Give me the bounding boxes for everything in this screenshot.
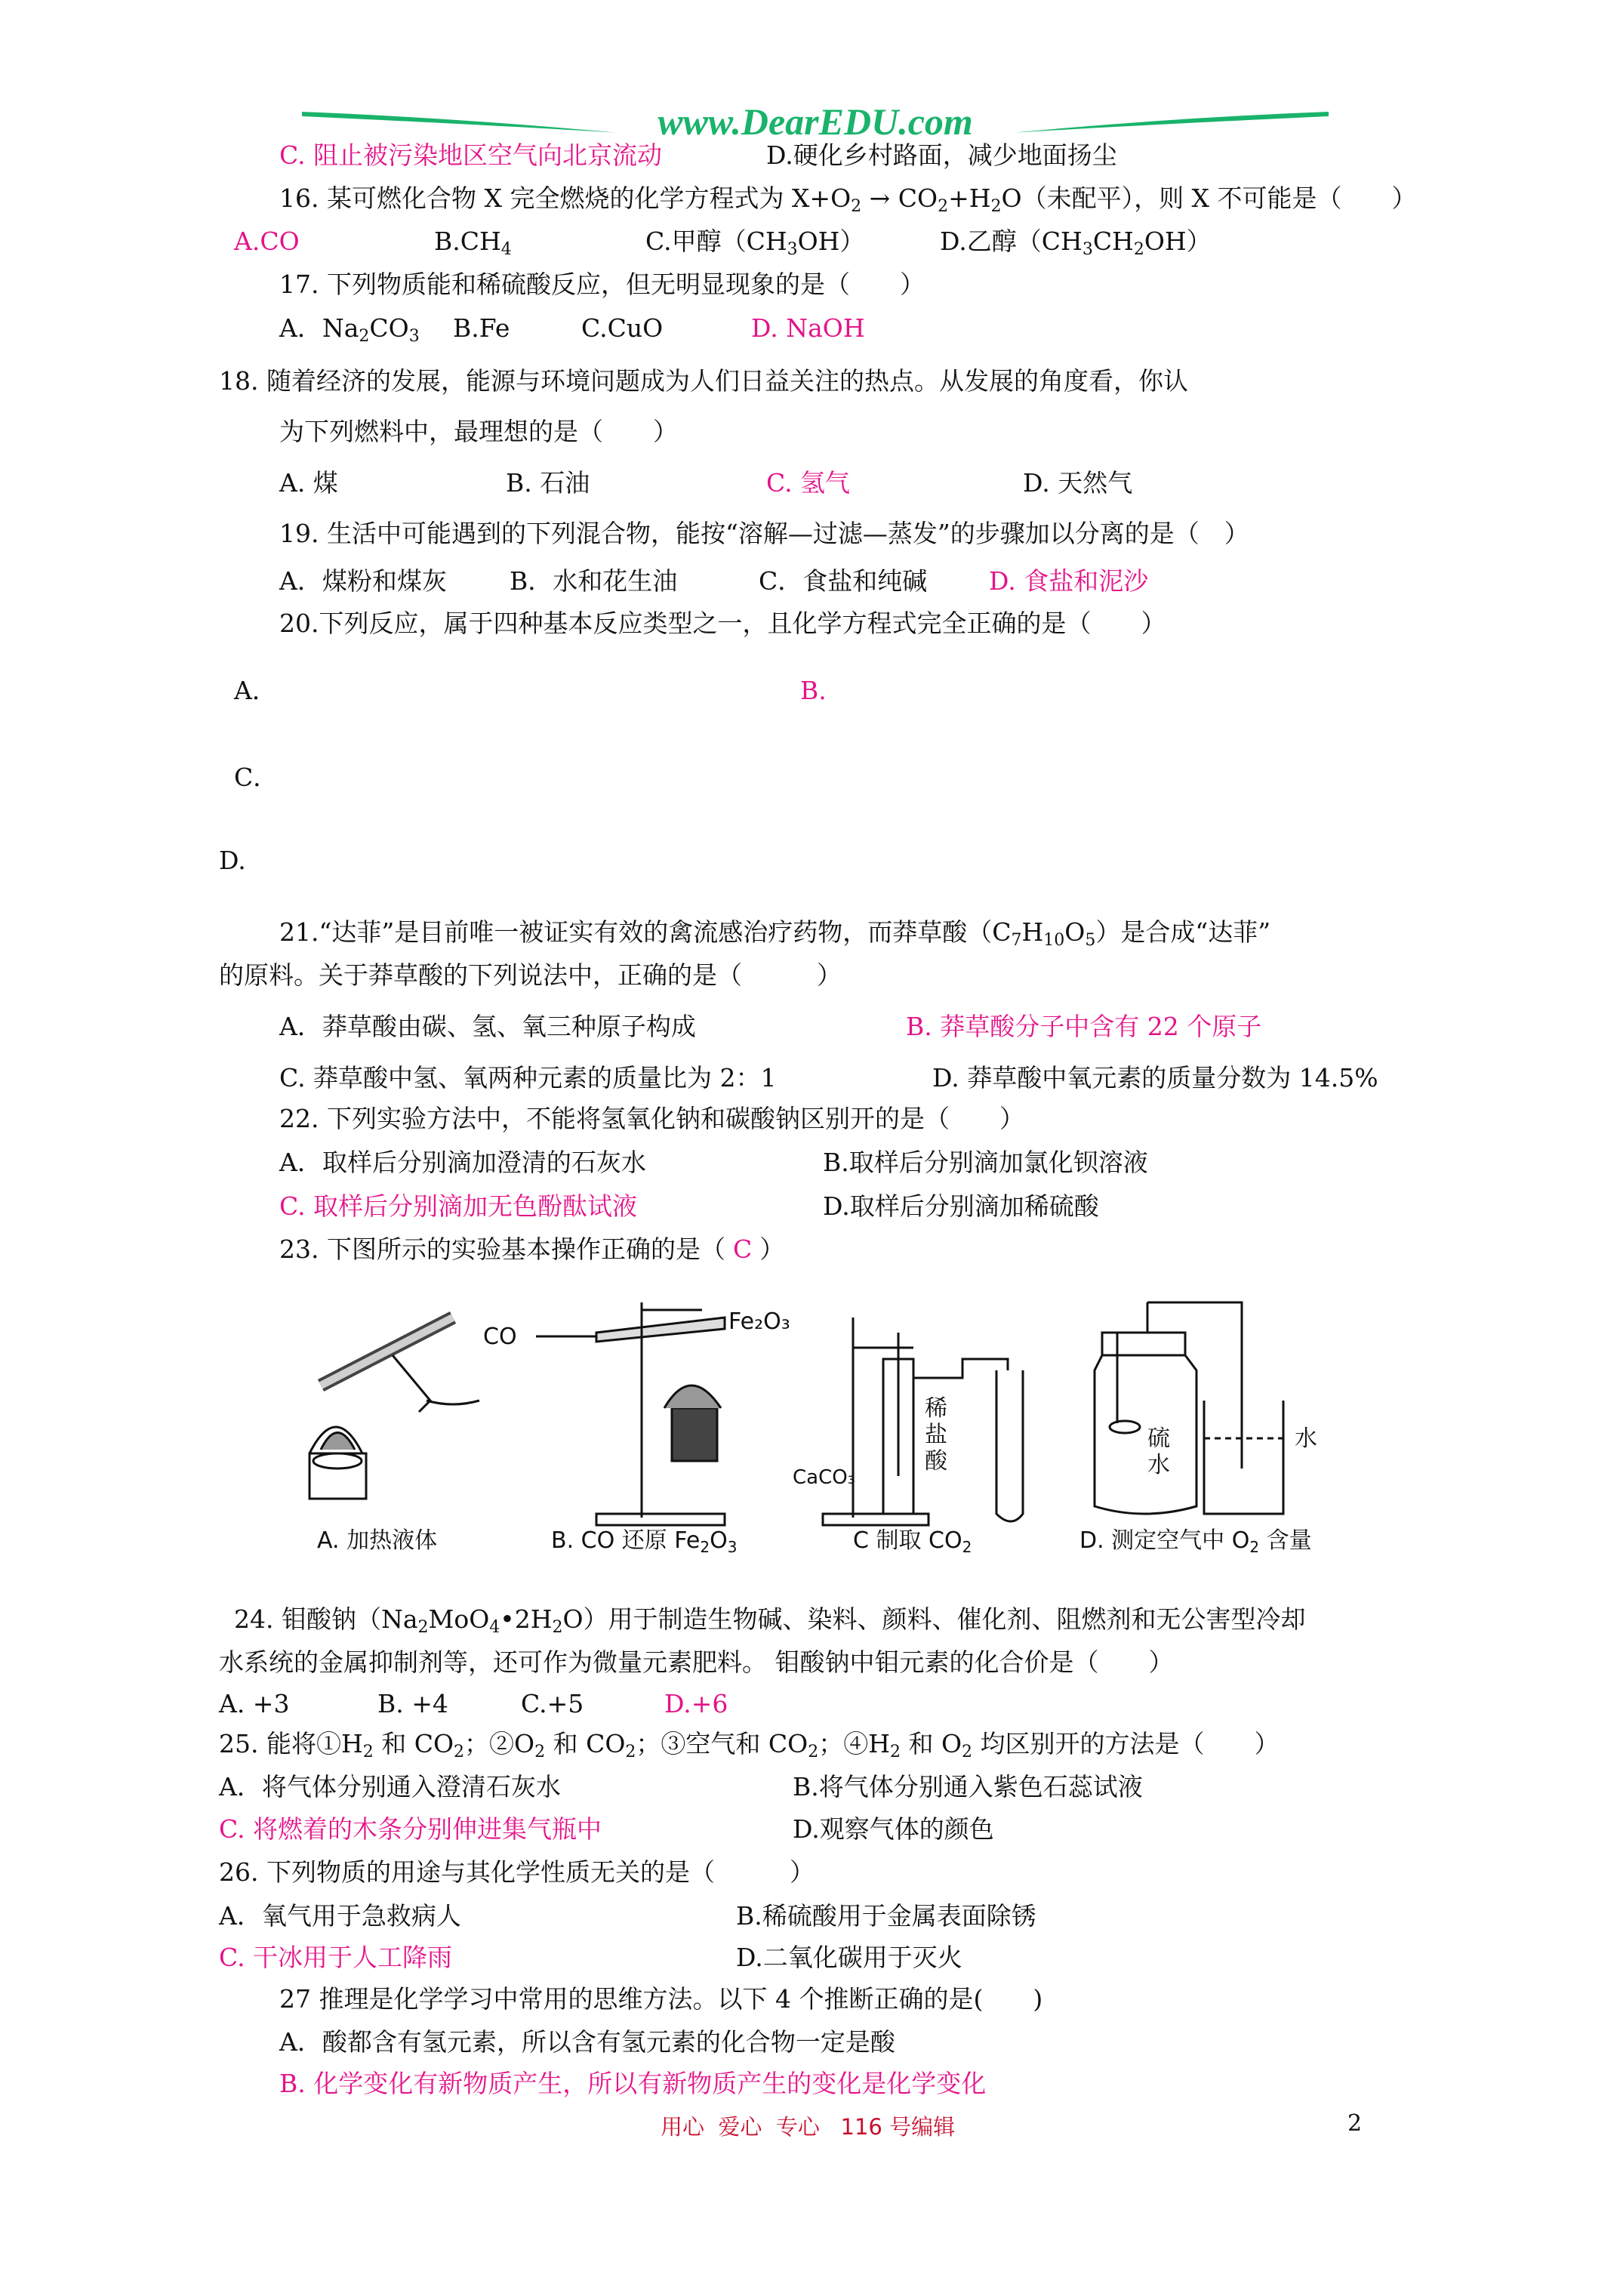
q25-option-d: D.观察气体的颜色: [793, 1814, 994, 1844]
q25-option-b: B.将气体分别通入紫色石蕊试液: [793, 1772, 1143, 1801]
fig-b-apparatus: [536, 1302, 725, 1525]
q21-option-c: C. 莽草酸中氢、氧两种元素的质量比为 2：1: [279, 1063, 777, 1093]
q23-stem: 23. 下图所示的实验基本操作正确的是（ C ）: [279, 1234, 785, 1264]
fig-label-c: C 制取 $CO_2$: [853, 1527, 972, 1556]
footer-text: 用心 爱心 专心 116 号编辑: [661, 2114, 956, 2140]
q20-option-d: D.: [219, 846, 246, 875]
q19-option-c: C．食盐和纯碱: [759, 566, 928, 596]
q16-option-a: A.CO: [234, 227, 300, 256]
q20-option-c: C．: [234, 763, 279, 792]
q18-option-c: C. 氢气: [766, 468, 851, 498]
q26-option-b: B.稀硫酸用于金属表面除锈: [736, 1901, 1036, 1931]
q24-option-a: A. +3: [219, 1689, 290, 1718]
q16-option-d: D.乙醇$(CH_3CH_2OH)$: [940, 227, 1212, 259]
fig-tag-acid1: 稀: [925, 1395, 947, 1422]
q24-option-d: D.+6: [664, 1689, 728, 1718]
q17-option-b: B.Fe: [453, 313, 510, 343]
q21-option-d: D. 莽草酸中氧元素的质量分数为 14.5%: [932, 1063, 1378, 1093]
fig-tag-fe2o3: Fe₂O₃: [728, 1308, 790, 1335]
q26-option-d: D.二氧化碳用于灭火: [736, 1943, 962, 1972]
q22-option-b: B.取样后分别滴加氯化钡溶液: [823, 1148, 1148, 1177]
q20-stem: 20.下列反应，属于四种基本反应类型之一，且化学方程式完全正确的是（ ）: [279, 609, 1166, 638]
q17-option-c: C.CuO: [581, 313, 664, 343]
fig-label-d: D. 测定空气中 $O_2$ 含量: [1079, 1527, 1312, 1556]
q15-option-c: C. 阻止被污染地区空气向北京流动: [279, 140, 663, 170]
q18-option-a: A. 煤: [279, 468, 338, 498]
fig-tag-caco3: CaCO₃: [793, 1466, 856, 1489]
q25-stem: 25. 能将$①H_2$ 和 $CO_2$；$②O_2$ 和 $CO_2$；③空气和 $CO_2$；$④H_2$ 和 $O_2$ 均区别开的方法是（ ）: [219, 1729, 1280, 1761]
q18-option-b: B. 石油: [506, 468, 590, 498]
page-number: 2: [1347, 2110, 1363, 2137]
q16-option-b: $B.CH_4$: [434, 227, 512, 259]
q18-stem-line1: 18. 随着经济的发展，能源与环境问题成为人们日益关注的热点。从发展的角度看，你认: [219, 366, 1188, 396]
fig-tag-acid3: 酸: [925, 1448, 947, 1475]
q24-option-c: C.+5: [521, 1689, 584, 1718]
q18-stem-line2: 为下列燃料中，最理想的是（ ）: [279, 417, 678, 446]
q19-option-d: D. 食盐和泥沙: [989, 566, 1149, 596]
q21-option-b: B. 莽草酸分子中含有 22 个原子: [906, 1012, 1262, 1041]
q27-option-a: A．酸都含有氢元素，所以含有氢元素的化合物一定是酸: [279, 2027, 895, 2057]
q18-option-d: D. 天然气: [1023, 468, 1133, 498]
q16-option-c: C.甲醇$(CH_3OH)$: [645, 227, 865, 259]
q24-stem-line2: 水系统的金属抑制剂等，还可作为微量元素肥料。 钼酸钠中钼元素的化合价是（ ）: [219, 1647, 1174, 1677]
fig-a-apparatus: [310, 1318, 479, 1499]
q20-option-b: B.: [800, 676, 827, 705]
q22-option-a: A．取样后分别滴加澄清的石灰水: [279, 1148, 646, 1177]
q15-option-d: D.硬化乡村路面，减少地面扬尘: [766, 140, 1117, 170]
q25-option-a: A．将气体分别通入澄清石灰水: [219, 1772, 561, 1801]
q19-stem: 19. 生活中可能遇到的下列混合物，能按“溶解—过滤—蒸发”的步骤加以分离的是（ ）: [279, 519, 1249, 548]
q26-stem: 26. 下列物质的用途与其化学性质无关的是（ ）: [219, 1857, 815, 1887]
q26-option-a: A．氧气用于急救病人: [219, 1901, 461, 1931]
fig-d-apparatus: [1095, 1302, 1283, 1514]
fig-tag-water: 水: [1295, 1425, 1317, 1452]
fig-label-a: A. 加热液体: [317, 1527, 438, 1554]
fig-c-apparatus: [823, 1318, 1023, 1525]
q21-option-a: A．莽草酸由碳、氢、氧三种原子构成: [279, 1012, 696, 1041]
q22-option-c: C. 取样后分别滴加无色酚酞试液: [279, 1191, 638, 1221]
site-logo-text: www.DearEDU.com: [658, 100, 973, 143]
q25-option-c: C. 将燃着的木条分别伸进集气瓶中: [219, 1814, 602, 1844]
q23-answer: C: [732, 1234, 753, 1264]
q26-option-c: C. 干冰用于人工降雨: [219, 1943, 453, 1972]
q21-stem-line1: 21.“达菲”是目前唯一被证实有效的禽流感治疗药物，而莽草酸$(C_7H_{10}O_5)$是合成“达菲”: [279, 917, 1271, 950]
q17-option-d: D. NaOH: [751, 313, 865, 343]
q27-option-b: B. 化学变化有新物质产生，所以有新物质产生的变化是化学变化: [279, 2069, 987, 2098]
q24-stem-line1: 24. 钼酸钠$(Na_2MoO_4•2H_2O)$用于制造生物碱、染料、颜料、催化剂、阻燃剂和无公害型冷却: [234, 1604, 1306, 1637]
banner-swoosh-right: [1012, 112, 1329, 133]
q22-option-d: D.取样后分别滴加稀硫酸: [823, 1191, 1099, 1221]
q19-option-b: B．水和花生油: [510, 566, 678, 596]
q17-option-a: A．$Na_2CO_3$: [279, 313, 420, 346]
q22-stem: 22. 下列实验方法中，不能将氢氧化钠和碳酸钠区别开的是（ ）: [279, 1104, 1024, 1133]
fig-tag-acid2: 盐: [925, 1422, 947, 1448]
q21-stem-line2: 的原料。关于莽草酸的下列说法中，正确的是（ ）: [219, 960, 842, 990]
fig-tag-co: CO: [483, 1324, 517, 1350]
fig-label-b: B. CO 还原 $Fe_2O_3$: [551, 1527, 738, 1556]
q24-option-b: B. +4: [377, 1689, 448, 1718]
q27-stem: 27 推理是化学学习中常用的思维方法。以下 4 个推断正确的是( ): [279, 1984, 1043, 2014]
q23-figure: [279, 1287, 1397, 1556]
q19-option-a: A．煤粉和煤灰: [279, 566, 447, 596]
q16-stem: 16. 某可燃化合物 X 完全燃烧的化学方程式为 $X+O_2 \to CO_2+H_2O$（未配平），则 X 不可能是（ ）: [279, 183, 1417, 216]
q20-option-a: A．: [234, 676, 277, 705]
banner-swoosh-left: [302, 112, 619, 133]
q17-stem: 17. 下列物质能和稀硫酸反应，但无明显现象的是（ ）: [279, 270, 925, 299]
fig-tag-s1: 硫: [1147, 1425, 1170, 1452]
fig-tag-s2: 水: [1147, 1452, 1170, 1478]
